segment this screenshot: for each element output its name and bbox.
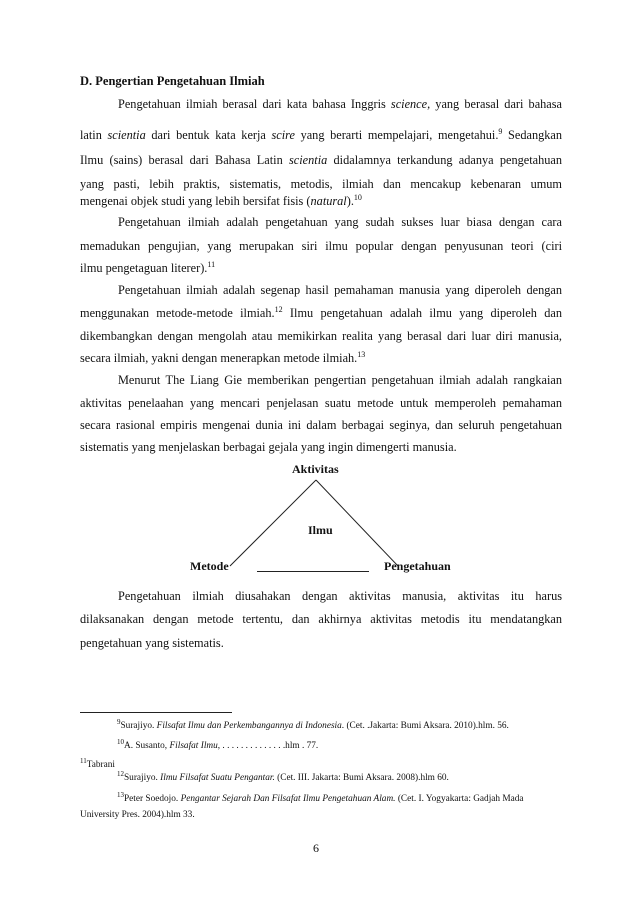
paragraph-4-line-3: secara rasional empiris mengenai dunia ini dalam berbagai seginya, dan seluruh pengetahuan xyxy=(80,418,562,432)
footnote-ref-11: 11 xyxy=(207,260,216,269)
page-number: 6 xyxy=(313,841,319,855)
paragraph-2-line-3: ilmu pengetaguan literer).$^{11}$ xyxy=(80,260,216,275)
paragraph-1-line-3: Ilmu (sains) berasal dari Bahasa Latin scientia didalamnya terkandung adanya pengetahuan xyxy=(80,153,562,167)
footnote-ref-12: 12 xyxy=(274,305,283,314)
diagram-left-line xyxy=(230,480,316,566)
paragraph-4-line-1: Menurut The Liang Gie memberikan pengertian pengetahuan ilmiah adalah rangkaian xyxy=(118,373,562,387)
diagram-left-label: Metode xyxy=(190,559,229,573)
paragraph-1-line-5: mengenai objek studi yang lebih bersifat fisis (natural).$^{10}$ xyxy=(80,193,362,208)
paragraph-4-line-4: sistematis yang menjelaskan berbagai gejala yang ingin dimengerti manusia. xyxy=(80,440,457,454)
footnote-ref-10: 10 xyxy=(353,193,362,202)
paragraph-1-line-2: latin scientia dari bentuk kata kerja scire yang berarti mempelajari, mengetahui.$^9$ Sedangkan xyxy=(80,127,563,142)
diagram-right-label: Pengetahuan xyxy=(384,559,451,573)
paragraph-2-line-2: memadukan pengujian, yang merupakan siri ilmu popular dengan penyusunan teori (ciri xyxy=(80,239,562,253)
paragraph-3-line-1: Pengetahuan ilmiah adalah segenap hasil pemahaman manusia yang diperoleh dengan xyxy=(118,283,562,297)
footnote-ref-9: 9 xyxy=(498,127,503,136)
footnote-ref-13: 13 xyxy=(357,350,366,359)
paragraph-4-line-2: aktivitas penelaahan yang mencari penjelasan suatu metode untuk memperoleh pemahaman xyxy=(80,396,562,410)
footnote-11: $^{11}$Tabrani xyxy=(80,757,116,770)
diagram-top-label: Aktivitas xyxy=(292,462,339,476)
footnote-12: $^{12}$Surajiyo. Ilmu Filsafat Suatu Pengantar. (Cet. III. Jakarta: Bumi Aksara. 2008).hlm 60. xyxy=(117,770,449,783)
paragraph-1-line-1: Pengetahuan ilmiah berasal dari kata bahasa Inggris science, yang berasal dari bahasa xyxy=(118,97,563,111)
diagram-bottom-line xyxy=(257,571,369,572)
footnote-separator xyxy=(80,712,232,713)
footnote-10: $^{10}$A. Susanto, Filsafat Ilmu, . . . . . . . . . . . . . .hlm . 77. xyxy=(117,738,319,751)
footnote-9: $^9$Surajiyo. Filsafat Ilmu dan Perkembangannya di Indonesia. (Cet. .Jakarta: Bumi Aksara. 2010).hlm. 56. xyxy=(117,718,509,731)
paragraph-3-line-4: secara ilmiah, yakni dengan menerapkan metode ilmiah.$^{13}$ xyxy=(80,350,366,365)
paragraph-5-line-1: Pengetahuan ilmiah diusahakan dengan aktivitas manusia, aktivitas itu harus xyxy=(118,589,562,603)
paragraph-5-line-3: pengetahuan yang sistematis. xyxy=(80,636,224,650)
footnote-13-continued: University Pres. 2004).hlm 33. xyxy=(80,810,195,820)
paragraph-3-line-3: dikembangkan dengan mengolah atau memikirkan realita yang berasal dari luar diri manusia, xyxy=(80,329,562,343)
paragraph-1-line-4: yang pasti, lebih praktis, sistematis, metodis, ilmiah dan mencakup kebenaran umum xyxy=(80,177,562,191)
footnote-13: $^{13}$Peter Soedojo. Pengantar Sejarah Dan Filsafat Ilmu Pengetahuan Alam. (Cet. I. Yogyakarta: Gadjah Mada xyxy=(117,791,524,804)
paragraph-2-line-1: Pengetahuan ilmiah adalah pengetahuan yang sudah sukses luar biasa dengan cara xyxy=(118,215,562,229)
paragraph-5-line-2: dilaksanakan dengan metode tertentu, dan akhirnya aktivitas metodis itu mendatangkan xyxy=(80,612,562,626)
diagram-center-label: Ilmu xyxy=(308,523,333,537)
section-heading: D. Pengertian Pengetahuan Ilmiah xyxy=(80,74,265,88)
paragraph-3-line-2: menggunakan metode-metode ilmiah.$^{12}$ Ilmu pengetahuan adalah ilmu yang diperoleh dan xyxy=(80,305,562,320)
